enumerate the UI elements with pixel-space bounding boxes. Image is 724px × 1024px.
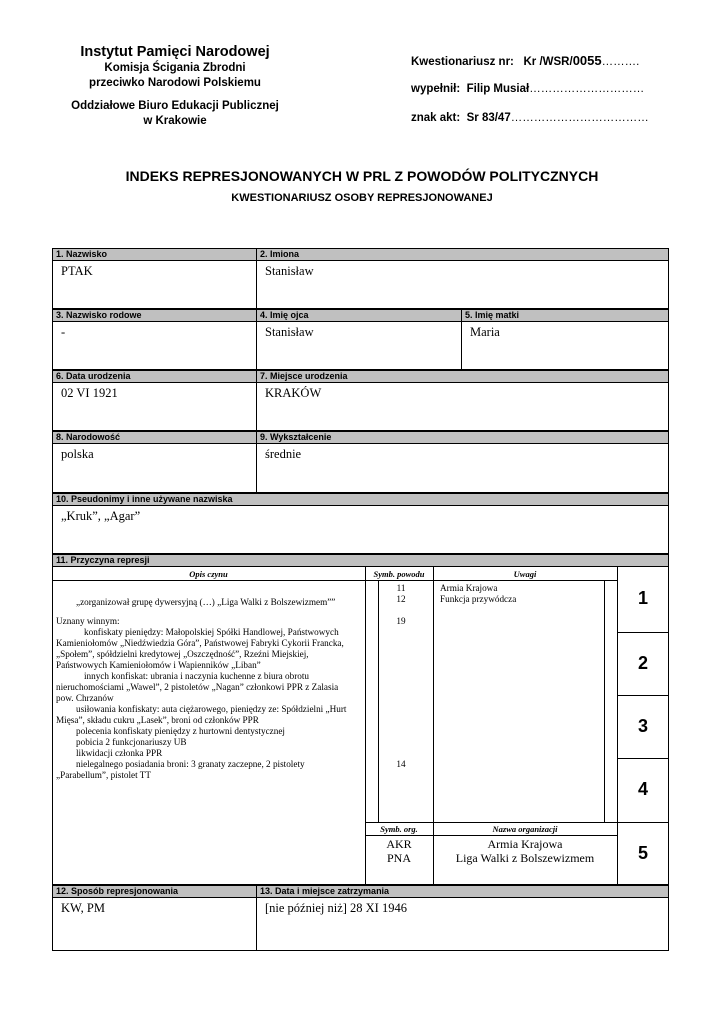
education-field: średnie [256, 444, 669, 493]
questionnaire-number-label: Kwestionariusz nr: [411, 56, 514, 68]
col-header-symb-org: Symb. org. [380, 824, 418, 834]
repression-method-field: KW, PM [52, 898, 257, 951]
row-rule-4 [617, 822, 669, 823]
pseudonyms-field: „Kruk”, „Agar” [52, 506, 669, 554]
father-name-field: Stanisław [256, 322, 462, 370]
commission-line-2: przeciwko Narodowi Polskiemu [89, 77, 261, 89]
opis-line: konfiskaty pieniędzy: Małopolskiej Spółki Handlowej, Państwowych [84, 627, 339, 637]
questionnaire-number-dots: ………. [601, 56, 640, 68]
surname-label: 1. Nazwisko [52, 248, 257, 261]
symb-value: 12 [396, 594, 406, 604]
arrest-label: 13. Data i miejsce zatrzymania [256, 885, 669, 898]
institution-header [50, 44, 300, 129]
opis-line: „zorganizował grupę dywersyjną (…) „Liga Walki z Bolszewizmem”” [76, 597, 336, 607]
row-rule-3 [617, 758, 669, 759]
row-number: 4 [637, 779, 648, 799]
document-subtitle: KWESTIONARIUSZ OSOBY REPRESJONOWANEJ [231, 192, 493, 204]
opis-line: Uznany winnym: [56, 616, 120, 626]
repression-method-label: 12. Sposób represjonowania [52, 885, 257, 898]
opis-line: Mięsa”, składu cukru „Lasek”, broni od członków PPR [56, 715, 259, 725]
opis-line: nielegalnego posiadania broni: 3 granaty zaczepne, 2 pistolety [76, 759, 305, 769]
uwagi-line: Funkcja przywódcza [440, 594, 517, 604]
opis-line: „Parabellum”, pistolet TT [56, 770, 151, 780]
org-symbol: PNA [386, 851, 411, 865]
filled-by-value: Filip Musiał [466, 83, 530, 95]
reason-label: 11. Przyczyna represji [52, 554, 669, 567]
questionnaire-number [411, 53, 639, 68]
questionnaire-number-value: 0055 [572, 53, 602, 68]
col-header-uwagi: Uwagi [513, 569, 537, 579]
office-line-2: w Krakowie [143, 115, 207, 127]
opis-line: Kamieniołomów „Niedźwiedzia Góra”, Państwowej Fabryki Cykorii Francka, [56, 638, 344, 648]
arrest-field: [nie później niż] 28 XI 1946 [256, 898, 669, 951]
symb-value: 14 [396, 759, 406, 769]
father-name-label: 4. Imię ojca [256, 309, 462, 322]
institute-name: Instytut Pamięci Narodowej [80, 44, 270, 60]
opis-line: Państwowych Kamieniołomów i Wapienników „Liban” [56, 660, 261, 670]
names-field: Stanisław [256, 261, 669, 309]
symb-value: 19 [396, 616, 406, 626]
document-title: INDEKS REPRESJONOWANYCH W PRL Z POWODÓW POLITYCZNYCH [125, 168, 599, 184]
col-header-symb: Symb. powodu [373, 569, 425, 579]
opis-line: pobicia 2 funkcjonariuszy UB [76, 737, 187, 747]
names-label: 2. Imiona [256, 248, 669, 261]
opis-line: pow. Chrzanów [56, 693, 114, 703]
opis-line: usiłowania konfiskaty: auta ciężarowego, pieniędzy ze: Spółdzielni „Hurt [76, 704, 347, 714]
surname-field: PTAK [52, 261, 257, 309]
file-reference-value: Sr 83/47 [466, 112, 511, 124]
family-name-label: 3. Nazwisko rodowe [52, 309, 257, 322]
org-symbol: AKR [386, 837, 412, 851]
org-header-top-rule [365, 822, 617, 823]
org-name: Liga Walki z Bolszewizmem [455, 851, 595, 865]
row-rule-1 [617, 632, 669, 633]
symb-value: 11 [396, 583, 406, 593]
pseudonyms-label: 10. Pseudonimy i inne używane nazwiska [52, 493, 669, 506]
filled-by-dots: ………………………… [529, 83, 645, 95]
file-reference [411, 112, 649, 124]
org-header-bottom-rule [365, 835, 617, 836]
nationality-field: polska [52, 444, 257, 493]
office-line-1: Oddziałowe Biuro Edukacji Publicznej [71, 100, 279, 112]
opis-line: nieruchomościami „Wawel”, 2 pistoletów „Nagan” członkowi PPR z Zalasia [56, 682, 339, 692]
birth-place-field: KRAKÓW [256, 383, 669, 431]
file-reference-label: znak akt: [411, 112, 461, 124]
birth-date-field: 02 VI 1921 [52, 383, 257, 431]
filled-by-label: wypełnił: [411, 83, 461, 95]
row-number: 3 [637, 716, 648, 736]
birth-date-label: 6. Data urodzenia [52, 370, 257, 383]
opis-line: innych konfiskat: ubrania i naczynia kuchenne z biura obrotu [84, 671, 310, 681]
filled-by [411, 83, 644, 95]
col-header-org-name: Nazwa organizacji [492, 824, 558, 834]
mother-name-label: 5. Imię matki [461, 309, 669, 322]
commission-line-1: Komisja Ścigania Zbrodni [104, 62, 246, 74]
org-name: Armia Krajowa [487, 837, 563, 851]
row-rule-2 [617, 695, 669, 696]
family-name-field: - [52, 322, 257, 370]
uwagi-line: Armia Krajowa [440, 583, 498, 593]
row-number: 2 [637, 653, 648, 673]
birth-place-label: 7. Miejsce urodzenia [256, 370, 669, 383]
opis-line: „Społem”, spółdzielni kredytowej „Oszczędność”, Rzeźni Miejskiej, [56, 649, 309, 659]
column-header-rule [52, 580, 617, 581]
questionnaire-number-prefix: Kr /WSR/ [523, 56, 573, 68]
file-reference-dots: ……………………………… [510, 112, 649, 124]
row-number: 1 [637, 588, 648, 608]
row-number: 5 [637, 843, 648, 863]
opis-line: polecenia konfiskaty pieniędzy z hurtowni dentystycznej [76, 726, 285, 736]
col-header-opis: Opis czynu [189, 569, 228, 579]
uwagi-inner-rule [604, 581, 605, 822]
education-label: 9. Wykształcenie [256, 431, 669, 444]
opis-line: likwidacji członka PPR [76, 748, 163, 758]
mother-name-field: Maria [461, 322, 669, 370]
nationality-label: 8. Narodowość [52, 431, 257, 444]
